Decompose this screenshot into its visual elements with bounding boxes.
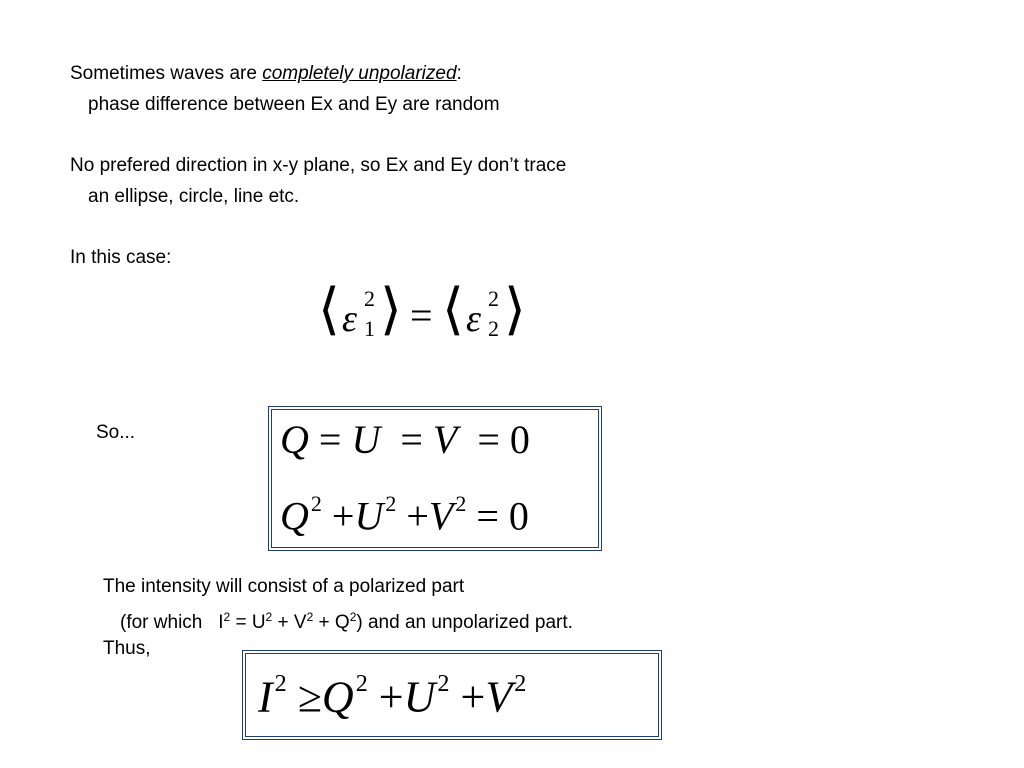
equals-sign: = (476, 493, 499, 539)
superscript: 2 (364, 286, 375, 311)
text-line-thus: Thus, (103, 638, 151, 659)
equals-sign: = (477, 417, 500, 462)
subscript: 2 (488, 316, 499, 341)
plus-sign: + (331, 493, 355, 539)
exponent: 2 (437, 670, 450, 697)
text-fragment: Sometimes waves are (70, 63, 263, 84)
text-line-ellipse-circle: an ellipse, circle, line etc. (88, 186, 300, 207)
text-line-no-preferred-direction: No prefered direction in x-y plane, so Ex and Ey don’t trace (70, 155, 567, 176)
equals-sign: = (410, 293, 433, 338)
symbol-v: V (432, 417, 458, 462)
equation-box-intensity-inequality (245, 653, 659, 737)
plus-sign: + (378, 672, 404, 722)
right-angle-bracket: ⟩ (504, 279, 526, 341)
exponent: 2 (385, 491, 397, 516)
symbol-q: Q (321, 672, 354, 722)
text-line-intensity: The intensity will consist of a polarized part (103, 576, 465, 597)
exponent: 2 (514, 670, 527, 697)
exponent: 2 (306, 610, 314, 624)
symbol-v: V (485, 672, 513, 722)
text-fragment: + V (272, 612, 307, 633)
zero: 0 (509, 417, 530, 462)
symbol-u: U (354, 493, 384, 539)
left-angle-bracket: ⟨ (442, 279, 464, 341)
subscript: 1 (364, 316, 375, 341)
text-fragment: : (456, 63, 462, 84)
exponent: 2 (310, 491, 322, 516)
zero: 0 (508, 493, 529, 539)
text-fragment: = U (230, 612, 266, 633)
exponent: 2 (455, 491, 467, 516)
symbol-q: Q (280, 417, 309, 462)
text-fragment: (for which I (120, 612, 224, 633)
plus-sign: + (460, 672, 486, 722)
equation-sum-squares-zero (280, 493, 529, 537)
symbol-i: I (258, 672, 273, 722)
symbol-u: U (403, 672, 436, 722)
symbol-u: U (351, 417, 381, 462)
equals-sign: = (318, 417, 342, 462)
right-angle-bracket: ⟩ (380, 279, 402, 341)
greater-equal-sign: ≥ (297, 672, 322, 722)
left-angle-bracket: ⟨ (318, 279, 340, 341)
emphasized-term: completely unpolarized (262, 63, 457, 84)
text-line-sometimes (70, 58, 462, 89)
exponent: 2 (274, 670, 287, 697)
text-line-for-which (120, 602, 573, 638)
exponent: 2 (355, 670, 368, 697)
superscript: 2 (488, 286, 499, 311)
exponent: 2 (223, 610, 231, 624)
text-fragment: ) and an unpolarized part. (356, 612, 573, 633)
equation-box-stokes-zero (271, 409, 599, 548)
equals-sign: = (400, 417, 423, 462)
epsilon-symbol: ε (342, 298, 357, 340)
text-line-phase-difference: phase difference between Ex and Ey are random (88, 94, 500, 115)
text-line-in-this-case: In this case: (70, 247, 172, 268)
text-fragment: + Q (313, 612, 350, 633)
exponent: 2 (349, 610, 357, 624)
epsilon-symbol: ε (466, 298, 481, 340)
plus-sign: + (406, 493, 429, 539)
equation-q-u-v-zero (280, 417, 530, 462)
symbol-q: Q (280, 493, 309, 539)
symbol-v: V (428, 493, 454, 539)
text-so: So... (96, 422, 136, 443)
equation-intensity-inequality (258, 672, 526, 720)
exponent: 2 (265, 610, 273, 624)
